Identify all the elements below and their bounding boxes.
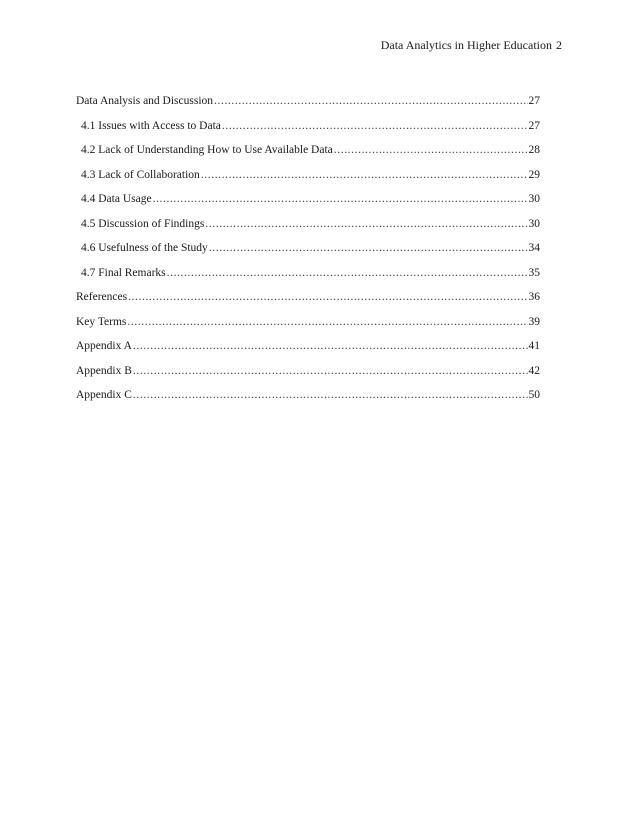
toc-entry-label: Appendix C xyxy=(76,389,132,401)
toc-entry-page: 27 xyxy=(528,119,540,132)
toc-dot-leader xyxy=(128,291,527,303)
page-number: 2 xyxy=(556,38,562,52)
toc-entry-label: Appendix B xyxy=(76,364,132,377)
toc-entry[interactable] xyxy=(76,144,540,156)
toc-entry[interactable] xyxy=(76,291,540,303)
toc-entry-label: References xyxy=(76,291,128,303)
toc-dot-leader xyxy=(133,389,528,401)
toc-entry[interactable] xyxy=(76,218,540,230)
toc-entry-label: Data Analysis and Discussion xyxy=(76,95,214,107)
toc-entry[interactable] xyxy=(76,242,540,254)
toc-entry[interactable] xyxy=(76,120,540,132)
toc-entry-page: 34 xyxy=(528,242,540,254)
toc-entry-label: 4.4 Data Usage xyxy=(81,193,152,205)
running-head xyxy=(381,38,562,53)
toc-entry-label: 4.6 Usefulness of the Study xyxy=(81,242,208,254)
toc-entry-page: 41 xyxy=(528,340,540,352)
toc-entry-page: 28 xyxy=(528,144,540,156)
toc-dot-leader xyxy=(133,340,528,352)
toc-dot-leader xyxy=(153,193,528,205)
toc-entry-page: 50 xyxy=(528,389,540,401)
toc-dot-leader xyxy=(209,242,528,254)
toc-dot-leader xyxy=(334,144,528,156)
toc-entry[interactable] xyxy=(76,95,540,107)
toc-entry-page: 39 xyxy=(528,315,540,328)
toc-entry-page: 30 xyxy=(528,193,540,205)
toc-entry[interactable] xyxy=(76,340,540,352)
toc-entry-label: 4.1 Issues with Access to Data xyxy=(81,119,221,132)
toc-entry[interactable] xyxy=(76,389,540,401)
toc-dot-leader xyxy=(127,316,527,328)
toc-entry-page: 42 xyxy=(528,364,540,377)
toc-entry[interactable] xyxy=(76,267,540,279)
running-head-title: Data Analytics in Higher Education xyxy=(380,38,552,52)
toc-dot-leader xyxy=(167,267,528,279)
toc-entry[interactable] xyxy=(76,316,540,328)
toc-entry[interactable] xyxy=(76,193,540,205)
toc-dot-leader xyxy=(222,120,528,132)
toc-entry-label: 4.2 Lack of Understanding How to Use Available Data xyxy=(81,144,333,156)
toc-entry-page: 29 xyxy=(528,168,540,181)
toc-entry-page: 27 xyxy=(528,95,540,107)
toc-entry-label: 4.5 Discussion of Findings xyxy=(81,217,205,230)
toc-dot-leader xyxy=(201,169,528,181)
toc-dot-leader xyxy=(205,218,527,230)
toc-entry-label: 4.3 Lack of Collaboration xyxy=(81,168,200,181)
toc-entry-label: Appendix A xyxy=(76,340,132,352)
toc-dot-leader xyxy=(133,365,528,377)
table-of-contents xyxy=(76,95,540,414)
toc-entry[interactable] xyxy=(76,169,540,181)
toc-entry-page: 36 xyxy=(528,291,540,303)
toc-entry-label: 4.7 Final Remarks xyxy=(81,266,166,279)
toc-dot-leader xyxy=(214,95,527,107)
toc-entry-page: 30 xyxy=(528,217,540,230)
toc-entry[interactable] xyxy=(76,365,540,377)
toc-entry-label: Key Terms xyxy=(76,315,127,328)
toc-entry-page: 35 xyxy=(528,266,540,279)
